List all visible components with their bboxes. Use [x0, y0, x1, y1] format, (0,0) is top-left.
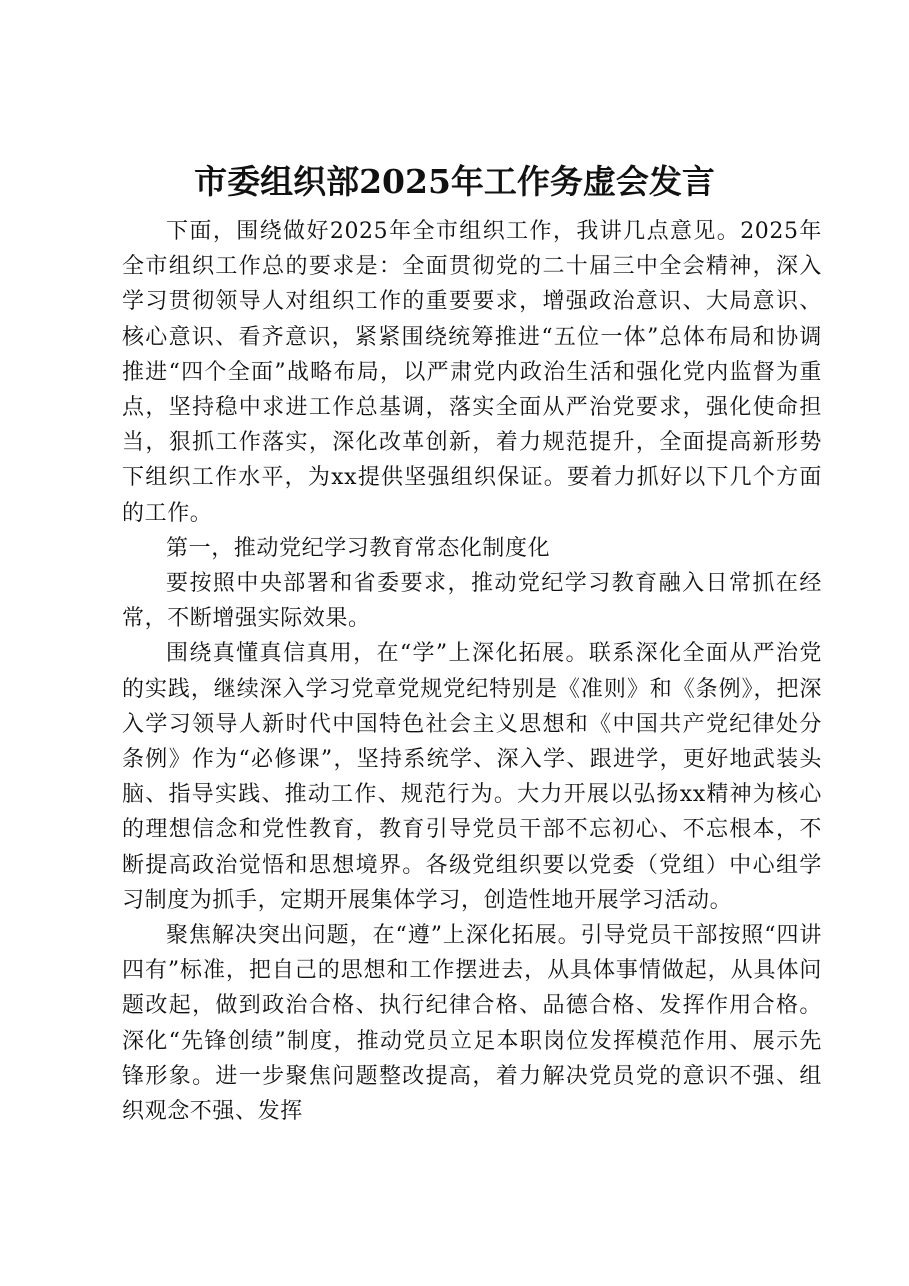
paragraph-study: 围绕真懂真信真用，在“学”上深化拓展。联系深化全面从严治党的实践，继续深入学习党章党规党纪特别是《准则》和《条例》，把深入学习领导人新时代中国特色社会主义思想和《中国共产党纪律处分条例》作为“必修课”，坚持系统学、深入学、跟进学，更好地武装头脑、指导实践、推动工作、规范行为。大力开展以弘扬xx精神为核心的理想信念和党性教育，教育引导党员干部不忘初心、不忘根本，不断提高政治觉悟和思想境界。各级党组织要以党委（党组）中心组学习制度为抓手，定期开展集体学习，创造性地开展学习活动。 — [122, 641, 822, 913]
paragraph-comply: 聚焦解决突出问题，在“遵”上深化拓展。引导党员干部按照“四讲四有”标准，把自己的思想和工作摆进去，从具体事情做起，从具体问题改起，做到政治合格、执行纪律合格、品德合格、发挥作用合格。深化“先锋创绩”制度，推动党员立足本职岗位发挥模范作用、展示先锋形象。进一步聚焦问题整改提高，着力解决党员党的意识不强、组织观念不强、发挥 — [122, 923, 822, 1125]
document-title: 市委组织部2025年工作务虚会发言 — [194, 162, 715, 201]
paragraph-intro: 下面，围绕做好2025年全市组织工作，我讲几点意见。2025年全市组织工作总的要求是：全面贯彻党的二十届三中全会精神，深入学习贯彻领导人对组织工作的重要要求，增强政治意识、大局意识、核心意识、看齐意识，紧紧围绕统筹推进“五位一体”总体布局和协调推进“四个全面”战略布局，以严肃党内政治生活和强化党内监督为重点，坚持稳中求进工作总基调，落实全面从严治党要求，强化使命担当，狠抓工作落实，深化改革创新，着力规范提升，全面提高新形势下组织工作水平，为xx提供坚强组织保证。要着力抓好以下几个方面的工作。 — [122, 219, 822, 526]
document-body — [122, 214, 822, 1129]
paragraph-section-heading: 第一，推动党纪学习教育常态化制度化 — [166, 535, 551, 561]
paragraph-section-summary: 要按照中央部署和省委要求，推动党纪学习教育融入日常抓在经常，不断增强实际效果。 — [122, 571, 822, 632]
